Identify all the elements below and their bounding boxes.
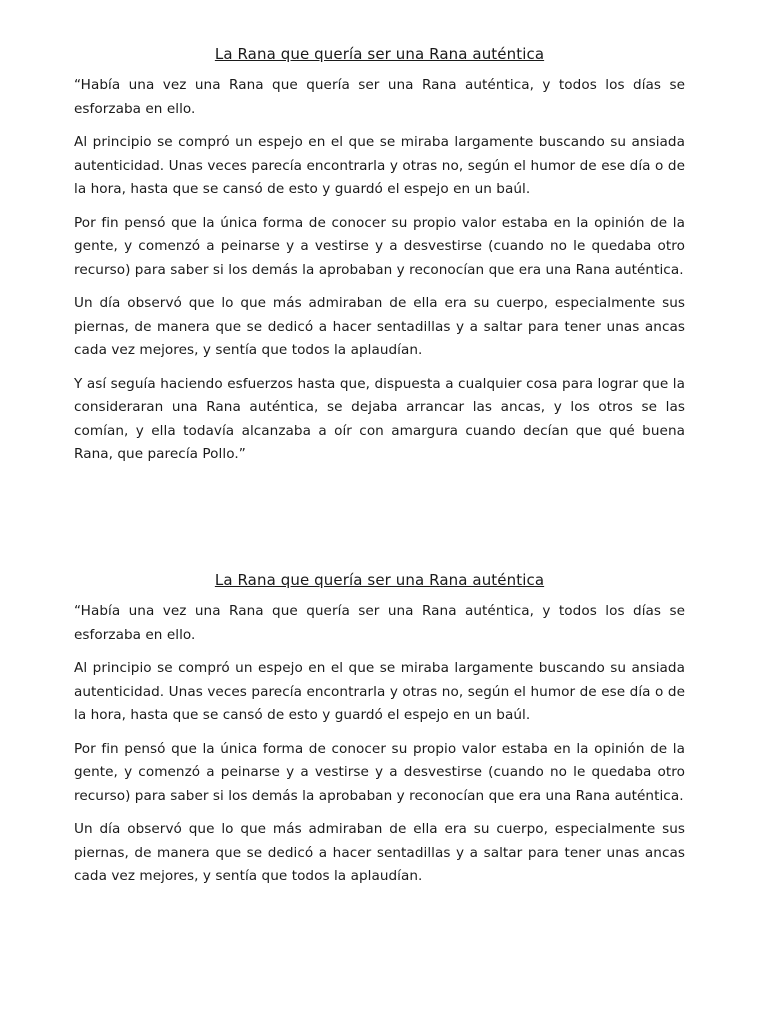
story-title: La Rana que quería ser una Rana auténtica <box>214 45 545 63</box>
story-paragraph-5: Y así seguía haciendo esfuerzos hasta que, dispuesta a cualquier cosa para lograr que la consideraran una Rana auténtica, se dejaba arrancar las ancas, y los otros se las comían, y ella todavía alcanzaba a oír con amargura cuando decían que qué buena Rana, que parecía Pollo.” <box>74 375 685 462</box>
story-title: La Rana que quería ser una Rana auténtica <box>214 571 545 589</box>
story-paragraph-2: Al principio se compró un espejo en el que se miraba largamente buscando su ansiada autenticidad. Unas veces parecía encontrarla y otras no, según el humor de ese día o de la hora, hasta que se cansó de esto y guardó el espejo en un baúl. <box>74 134 685 197</box>
story-paragraph-2: Al principio se compró un espejo en el que se miraba largamente buscando su ansiada autenticidad. Unas veces parecía encontrarla y otras no, según el humor de ese día o de la hora, hasta que se cansó de esto y guardó el espejo en un baúl. <box>74 660 685 723</box>
story-section-2 <box>74 570 685 899</box>
story-paragraph-1: “Había una vez una Rana que quería ser una Rana auténtica, y todos los días se esforzaba en ello. <box>74 77 685 117</box>
story-paragraph-3: Por fin pensó que la única forma de conocer su propio valor estaba en la opinión de la gente, y comenzó a peinarse y a vestirse y a desvestirse (cuando no le quedaba otro recurso) para saber si los demás la aprobaban y reconocían que era una Rana auténtica. <box>74 740 685 804</box>
story-paragraph-1: “Había una vez una Rana que quería ser una Rana auténtica, y todos los días se esforzaba en ello. <box>74 603 685 643</box>
story-paragraph-4: Un día observó que lo que más admiraban de ella era su cuerpo, especialmente sus piernas, de manera que se dedicó a hacer sentadillas y a saltar para tener unas ancas cada vez mejores, y sentía que todos la aplaudían. <box>74 295 685 358</box>
story-section-1 <box>74 44 685 477</box>
story-paragraph-3: Por fin pensó que la única forma de conocer su propio valor estaba en la opinión de la gente, y comenzó a peinarse y a vestirse y a desvestirse (cuando no le quedaba otro recurso) para saber si los demás la aprobaban y reconocían que era una Rana auténtica. <box>74 214 685 278</box>
story-paragraph-4: Un día observó que lo que más admiraban de ella era su cuerpo, especialmente sus piernas, de manera que se dedicó a hacer sentadillas y a saltar para tener unas ancas cada vez mejores, y sentía que todos la aplaudían. <box>74 821 685 884</box>
